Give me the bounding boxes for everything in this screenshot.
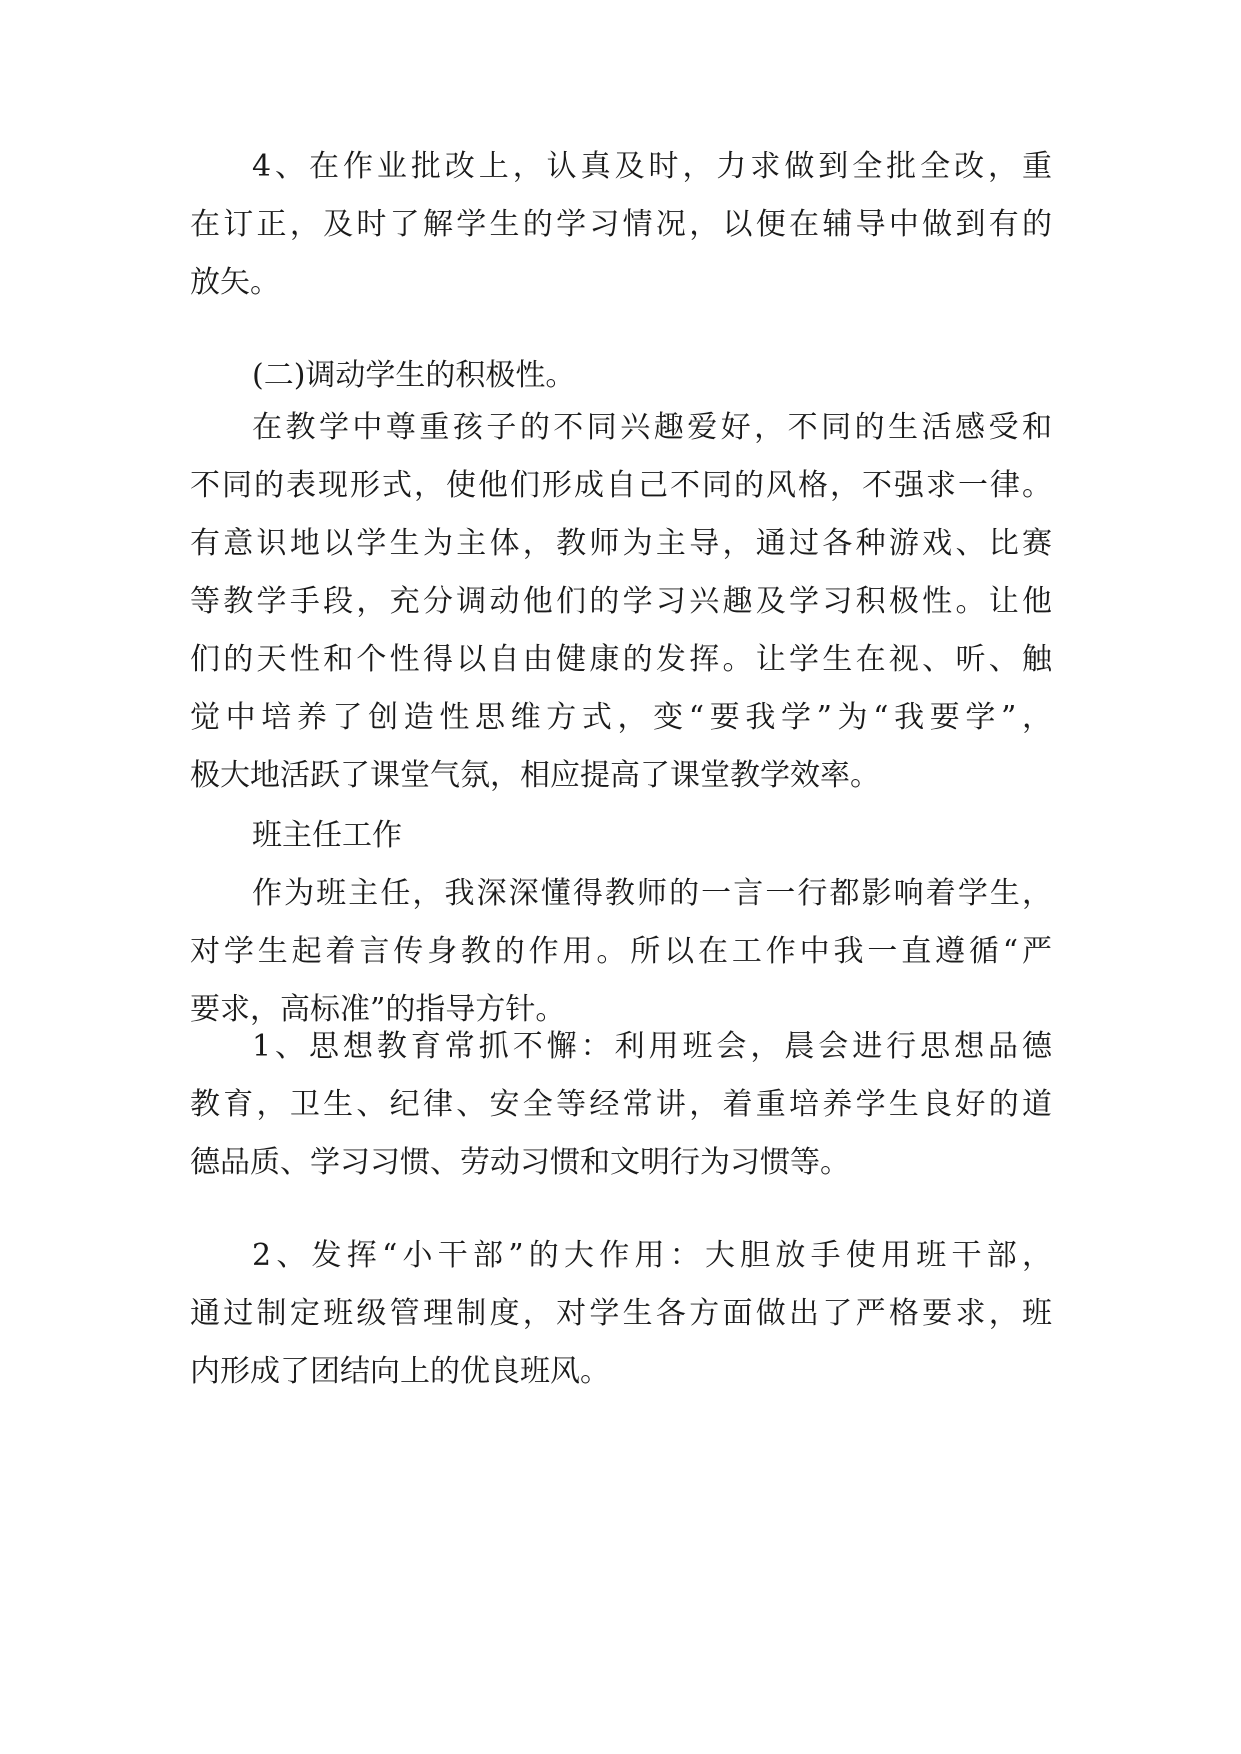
text-line: (二)调动学生的积极性。 [252, 358, 576, 393]
text-line: 要求，高标准”的指导方针。 [190, 992, 566, 1027]
text-line: 教育，卫生、纪律、安全等经常讲，着重培养学生良好的道 [190, 1087, 1052, 1122]
text-line: 不同的表现形式，使他们形成自己不同的风格，不强求一律。 [190, 468, 1052, 503]
paragraph-homework-correction [190, 138, 1052, 312]
text-line: 通过制定班级管理制度，对学生各方面做出了严格要求，班 [190, 1296, 1052, 1331]
text-line: 有意识地以学生为主体，教师为主导，通过各种游戏、比赛 [190, 526, 1052, 561]
text-line: 等教学手段，充分调动他们的学习兴趣及学习积极性。让他 [190, 584, 1052, 619]
paragraph-moral-education [190, 1018, 1052, 1192]
paragraph-teaching-interest [190, 399, 1052, 805]
text-line: 2、发挥“小干部”的大作用：大胆放手使用班干部， [252, 1238, 1052, 1273]
text-line: 觉中培养了创造性思维方式，变“要我学”为“我要学”， [190, 700, 1052, 735]
section-heading-class-teacher [190, 807, 1052, 865]
text-line: 极大地活跃了课堂气氛，相应提高了课堂教学效率。 [190, 758, 880, 793]
paragraph-class-cadres [190, 1227, 1052, 1401]
text-line: 作为班主任，我深深懂得教师的一言一行都影响着学生， [252, 876, 1052, 911]
paragraph-class-teacher-role [190, 865, 1052, 1039]
section-heading-motivation [190, 347, 1052, 405]
text-line: 内形成了团结向上的优良班风。 [190, 1354, 610, 1389]
text-line: 在订正，及时了解学生的学习情况，以便在辅导中做到有的 [190, 207, 1052, 242]
text-line: 班主任工作 [252, 818, 402, 853]
text-line: 在教学中尊重孩子的不同兴趣爱好，不同的生活感受和 [252, 410, 1052, 445]
text-line: 们的天性和个性得以自由健康的发挥。让学生在视、听、触 [190, 642, 1052, 677]
text-line: 1、思想教育常抓不懈：利用班会，晨会进行思想品德 [252, 1029, 1052, 1064]
text-line: 对学生起着言传身教的作用。所以在工作中我一直遵循“严 [190, 934, 1052, 969]
text-line: 放矢。 [190, 265, 280, 300]
text-line: 4、在作业批改上，认真及时，力求做到全批全改，重 [252, 149, 1052, 184]
text-line: 德品质、学习习惯、劳动习惯和文明行为习惯等。 [190, 1145, 850, 1180]
